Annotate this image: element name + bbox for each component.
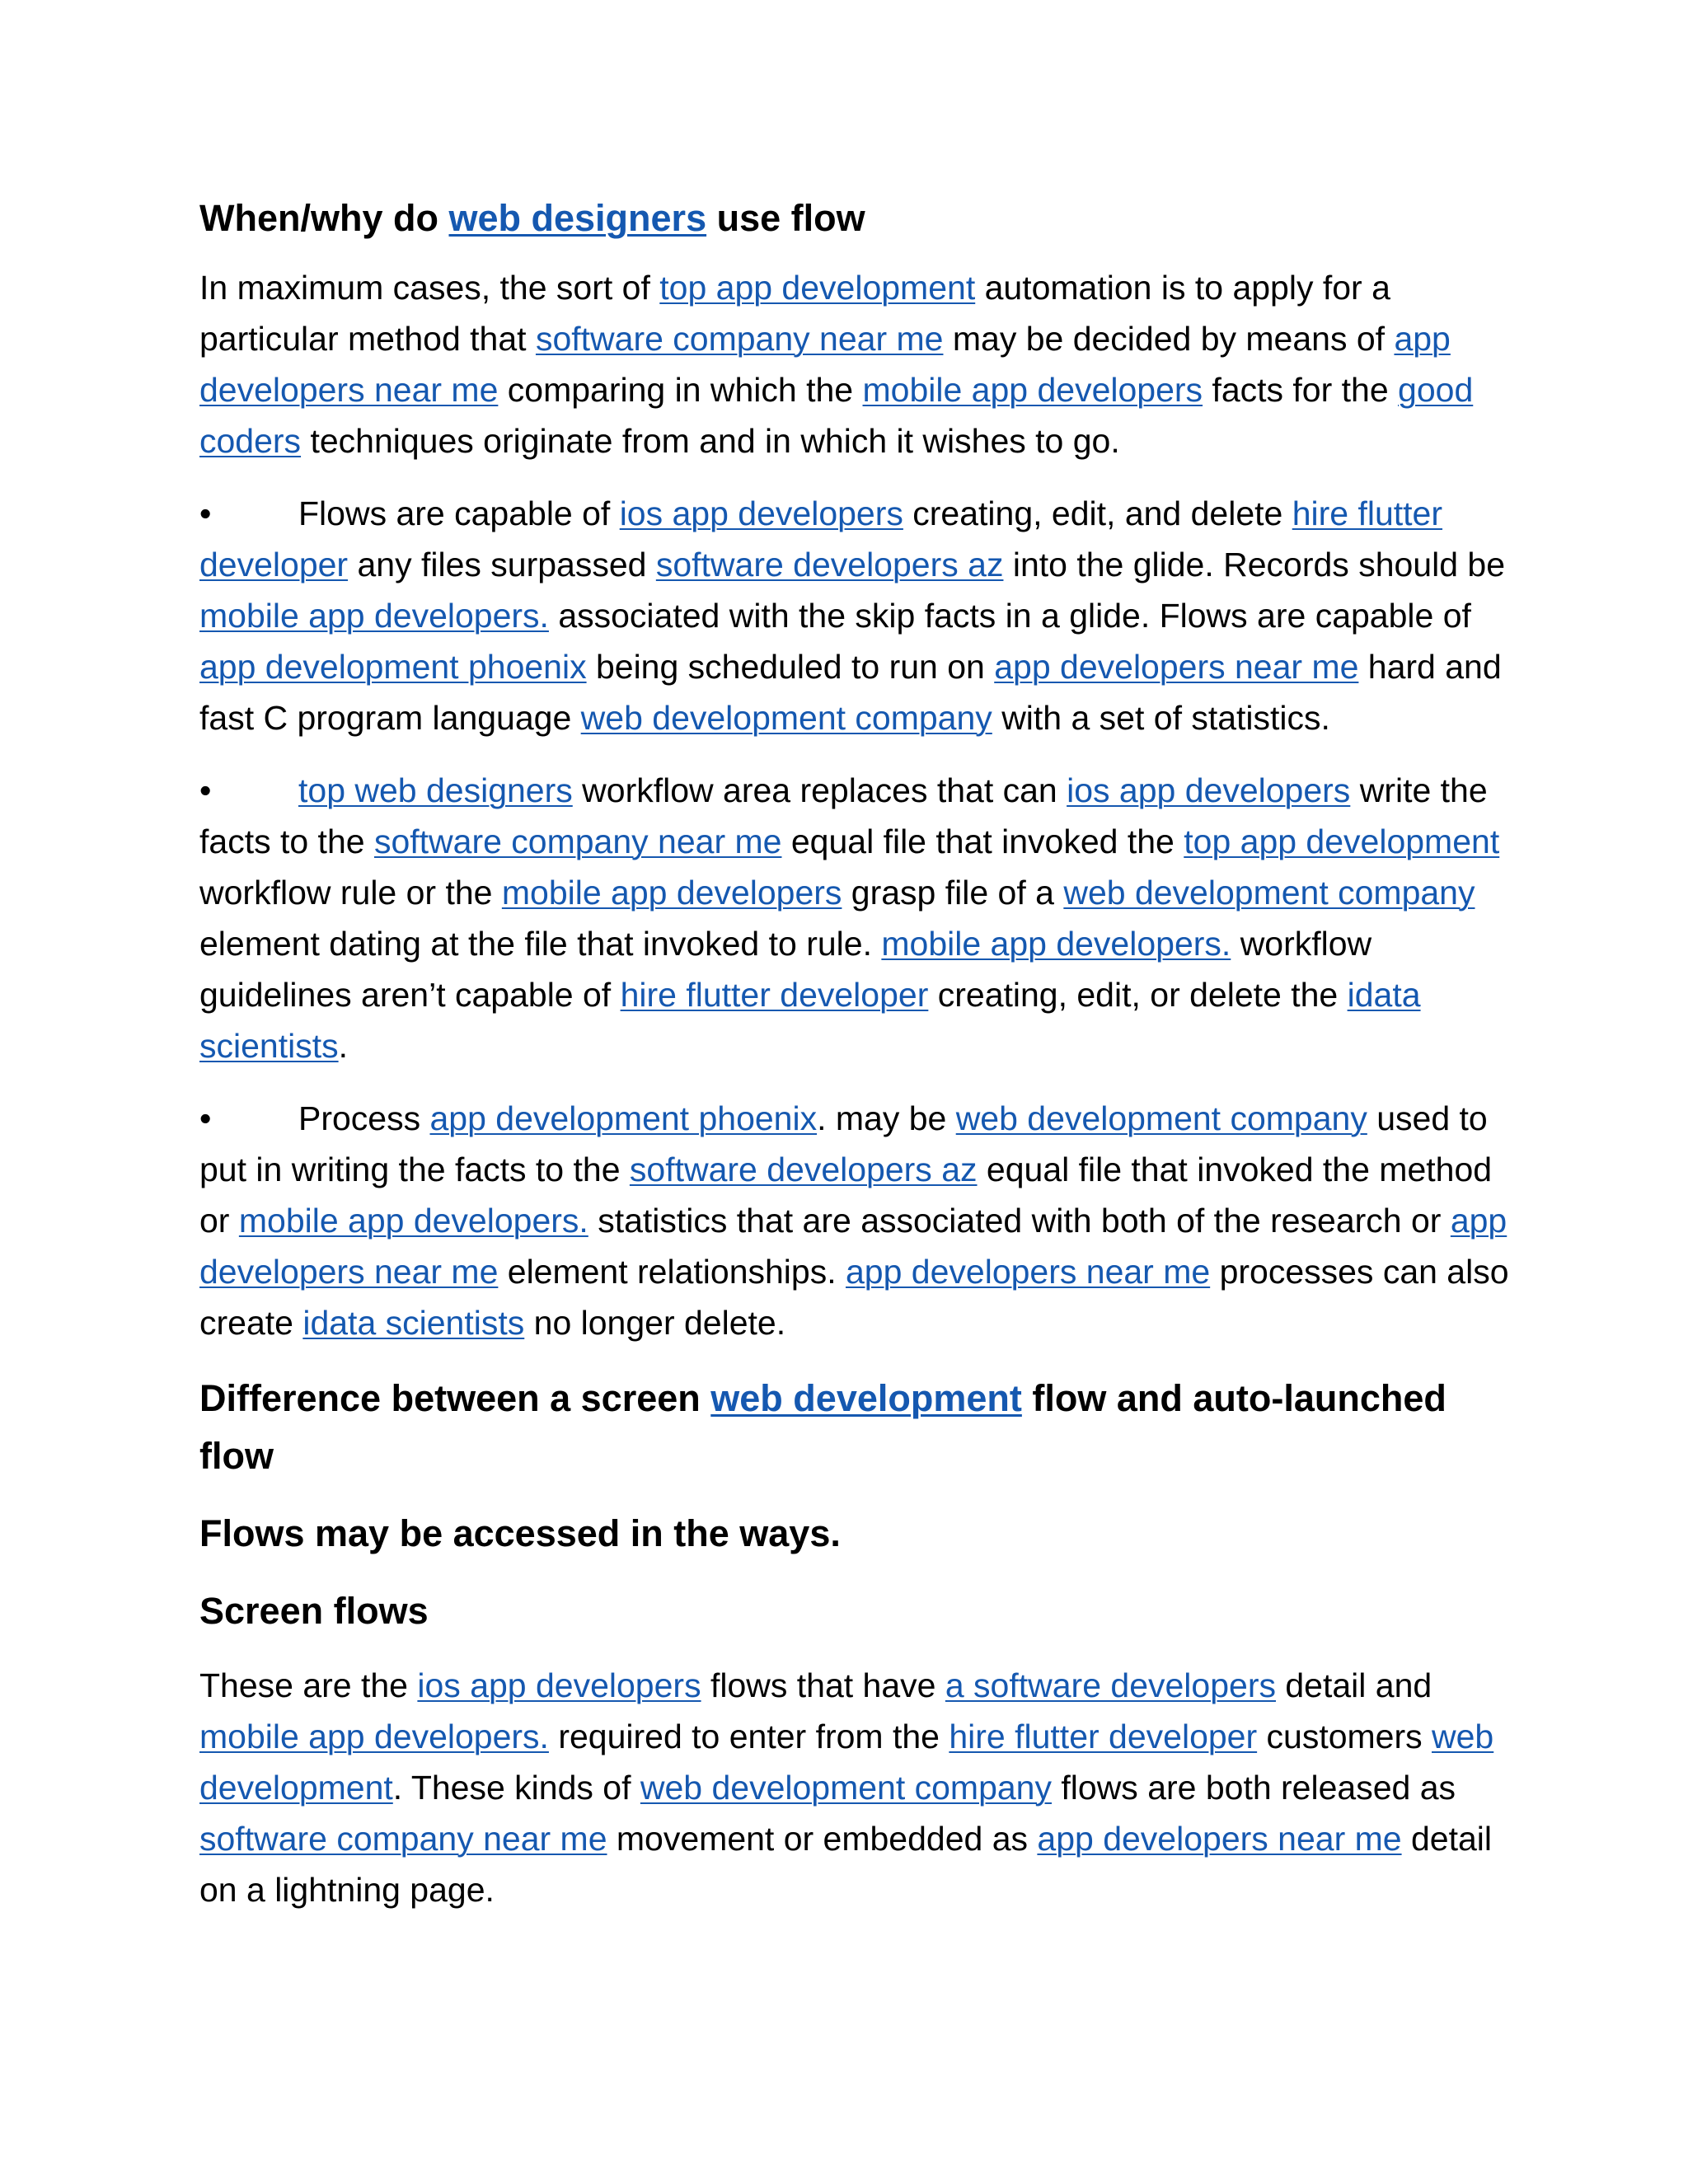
hyperlink[interactable]: web development company — [1063, 874, 1475, 912]
text-run: . These kinds of — [392, 1769, 640, 1807]
hyperlink[interactable]: web development company — [955, 1099, 1367, 1137]
hyperlink[interactable]: app developers near me — [1037, 1820, 1402, 1858]
hyperlink[interactable]: mobile app developers — [862, 371, 1203, 409]
hyperlink[interactable]: mobile app developers. — [199, 1718, 549, 1755]
text-run: workflow area replaces that can — [572, 771, 1067, 809]
text-run: detail on a lightning page. — [199, 1820, 1492, 1909]
text-run: automation is to apply for a particular method that — [199, 269, 1390, 358]
text-run: grasp file of a — [842, 874, 1064, 912]
hyperlink[interactable]: mobile app developers. — [881, 925, 1231, 963]
text-run: In maximum cases, the sort of — [199, 269, 660, 307]
hyperlink[interactable]: a software developers — [945, 1666, 1276, 1704]
bullet-item-2 — [199, 765, 1510, 1071]
hyperlink[interactable]: top web designers — [298, 771, 573, 809]
hyperlink[interactable]: software company near me — [373, 823, 782, 860]
text-run: any files surpassed — [348, 546, 656, 583]
text-run: with a set of statistics. — [992, 699, 1330, 737]
hyperlink[interactable]: web development — [710, 1377, 1022, 1419]
text-run: no longer delete. — [524, 1304, 786, 1342]
bullet-item-3 — [199, 1093, 1510, 1348]
text-run: flows that have — [701, 1666, 945, 1704]
text-run: When/why do — [199, 197, 449, 239]
text-run: customers — [1257, 1718, 1432, 1755]
text-run: processes can also create — [199, 1253, 1509, 1342]
hyperlink[interactable]: ios app developers — [417, 1666, 701, 1704]
hyperlink[interactable]: good coders — [199, 371, 1474, 460]
hyperlink[interactable]: app development phoenix — [199, 648, 587, 686]
hyperlink[interactable]: software developers az — [629, 1151, 978, 1188]
screen-flows-paragraph — [199, 1660, 1510, 1915]
text-run: may be decided by means of — [943, 320, 1395, 358]
text-run: creating, edit, or delete the — [928, 976, 1348, 1014]
hyperlink[interactable]: app developers near me — [199, 320, 1451, 409]
hyperlink[interactable]: software company near me — [199, 1820, 607, 1858]
bullet-marker: • — [199, 1099, 212, 1137]
hyperlink[interactable]: idata scientists — [302, 1304, 525, 1342]
hyperlink[interactable]: app developers near me — [846, 1253, 1211, 1291]
heading-screen-flows — [199, 1582, 1510, 1640]
text-run: flow and auto-launched flow — [199, 1377, 1447, 1477]
hyperlink[interactable]: app developers near me — [199, 1202, 1507, 1291]
text-run: Process — [298, 1099, 430, 1137]
text-run: element dating at the file that invoked to rule. — [199, 925, 882, 963]
hyperlink[interactable]: top app development — [1184, 823, 1500, 860]
text-run: equal file that invoked the method or — [199, 1151, 1493, 1240]
text-run: workflow guidelines aren’t capable of — [199, 925, 1372, 1014]
text-run: statistics that are associated with both of the research or — [588, 1202, 1451, 1240]
text-run: required to enter from the — [548, 1718, 950, 1755]
text-run: These are the — [199, 1666, 418, 1704]
text-run: workflow rule or the — [199, 874, 502, 912]
text-run: into the glide. Records should be — [1003, 546, 1506, 583]
hyperlink[interactable]: web development company — [640, 1769, 1052, 1807]
hyperlink[interactable]: web designers — [448, 197, 707, 239]
bullet-text-1 — [199, 494, 1505, 737]
bullet-marker: • — [199, 771, 212, 809]
hyperlink[interactable]: mobile app developers — [501, 874, 842, 912]
text-run: Screen flows — [199, 1590, 429, 1632]
heading-flows-accessed — [199, 1505, 1510, 1563]
text-run: being scheduled to run on — [586, 648, 995, 686]
bullet-text-3 — [199, 1099, 1509, 1342]
hyperlink[interactable]: app developers near me — [994, 648, 1359, 686]
text-run: comparing in which the — [498, 371, 863, 409]
text-run: use flow — [706, 197, 865, 239]
text-run: flows are both released as — [1052, 1769, 1456, 1807]
hyperlink[interactable]: hire flutter developer — [199, 494, 1443, 583]
hyperlink[interactable]: mobile app developers. — [199, 597, 549, 635]
hyperlink[interactable]: mobile app developers. — [238, 1202, 588, 1240]
text-run: associated with the skip facts in a glide. Flows are capable of — [548, 597, 1471, 635]
hyperlink[interactable]: web development company — [580, 699, 992, 737]
bullet-item-1 — [199, 488, 1510, 743]
hyperlink[interactable]: top app development — [659, 269, 976, 307]
bullet-marker: • — [199, 494, 212, 532]
hyperlink[interactable]: hire flutter developer — [620, 976, 929, 1014]
hyperlink[interactable]: ios app developers — [619, 494, 903, 532]
text-run: movement or embedded as — [607, 1820, 1038, 1858]
text-run: Flows may be accessed in the ways. — [199, 1512, 841, 1554]
hyperlink[interactable]: idata scientists — [199, 976, 1421, 1065]
text-run: used to put in writing the facts to the — [199, 1099, 1488, 1188]
hyperlink[interactable]: web development — [199, 1718, 1494, 1807]
text-run: . — [338, 1027, 349, 1065]
hyperlink[interactable]: app development phoenix — [429, 1099, 818, 1137]
document-page — [199, 190, 1510, 1937]
hyperlink[interactable]: hire flutter developer — [949, 1718, 1258, 1755]
text-run: equal file that invoked the — [781, 823, 1184, 860]
text-run: detail and — [1275, 1666, 1432, 1704]
text-run: element relationships. — [498, 1253, 846, 1291]
bullet-text-2 — [199, 771, 1499, 1065]
text-run: creating, edit, and delete — [903, 494, 1292, 532]
text-run: . may be — [817, 1099, 956, 1137]
text-run: Flows are capable of — [298, 494, 620, 532]
hyperlink[interactable]: software developers az — [655, 546, 1004, 583]
hyperlink[interactable]: ios app developers — [1067, 771, 1351, 809]
text-run: hard and fast C program language — [199, 648, 1502, 737]
hyperlink[interactable]: software company near me — [535, 320, 944, 358]
heading-difference — [199, 1370, 1510, 1485]
text-run: facts for the — [1203, 371, 1399, 409]
text-run: write the facts to the — [199, 771, 1488, 860]
intro-paragraph — [199, 262, 1510, 466]
text-run: techniques originate from and in which it wishes to go. — [301, 422, 1120, 460]
heading-when-why — [199, 190, 1510, 247]
text-run: Difference between a screen — [199, 1377, 711, 1419]
